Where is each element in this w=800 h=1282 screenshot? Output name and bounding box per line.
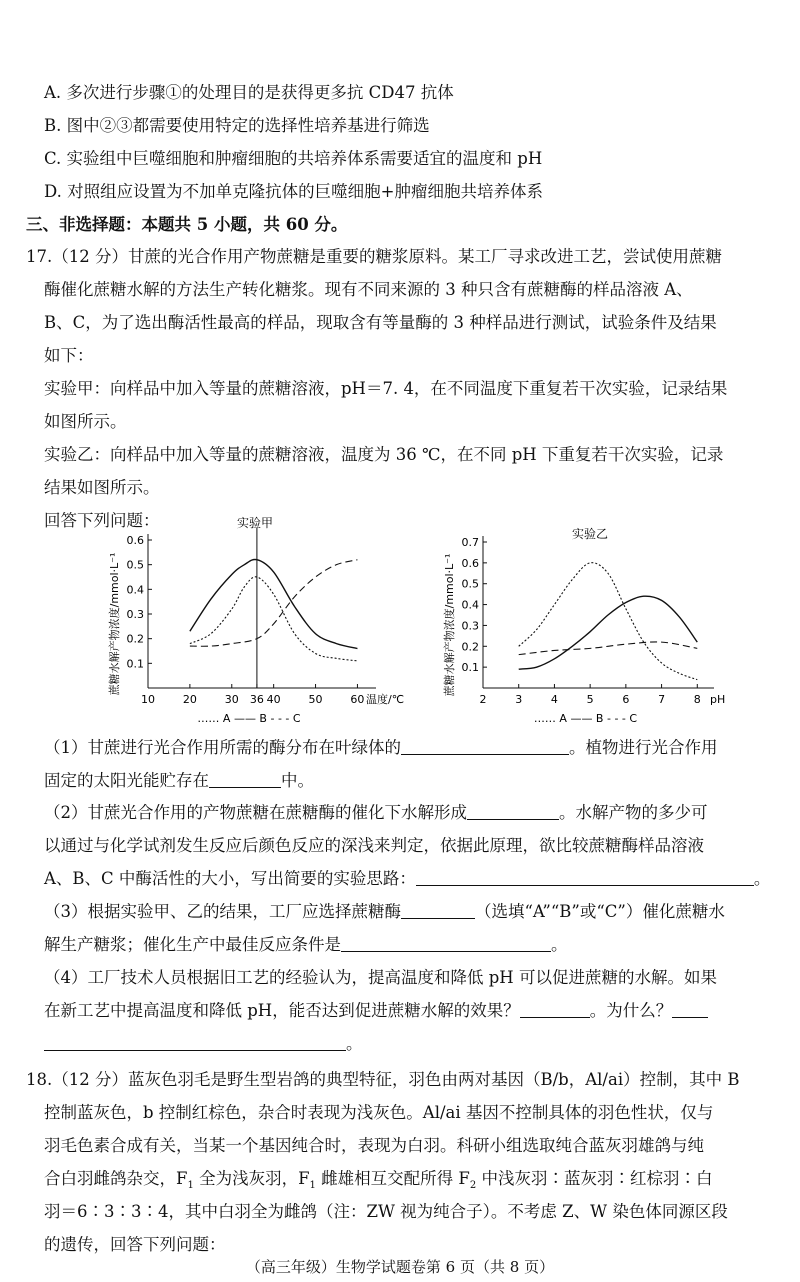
q18-line-3: 羽毛色素合成有关，当某一个基因纯合时，表现为白羽。科研小组选取纯合蓝灰羽雄鸽与纯 xyxy=(44,1136,704,1155)
answer-blank[interactable] xyxy=(520,1001,590,1018)
y-tick-label: 0.1 xyxy=(461,661,479,675)
q17-part-4-line-2: 在新工艺中提高温度和降低 pH，能否达到促进蔗糖水解的效果？ 。为什么？ xyxy=(44,1000,708,1022)
option-a: A. 多次进行步骤①的处理目的是获得更多抗 CD47 抗体 xyxy=(44,83,454,102)
charts-figure xyxy=(0,500,800,730)
q18-line-5: 羽＝6∶3∶3∶4，其中白羽全为雌鸽（注：ZW 视为纯合子）。不考虑 Z、W 染色体同源区段 xyxy=(44,1202,728,1221)
y-tick-label: 0.1 xyxy=(126,657,144,671)
chart-title: 实验甲 xyxy=(236,516,274,530)
y-tick-label: 0.6 xyxy=(461,556,479,570)
answer-blank[interactable] xyxy=(341,935,551,952)
y-tick-label: 0.2 xyxy=(126,632,144,646)
y-tick-label: 0.3 xyxy=(126,608,144,621)
q17-part-3-line-1: （3）根据实验甲、乙的结果，工厂应选择蔗糖酶 （选填“A”“B”或“C”）催化蔗糖水 xyxy=(44,902,725,921)
q17-part-3-line-2: 解生产糖浆；催化生产中最佳反应条件是 。 xyxy=(44,935,568,954)
answer-blank[interactable] xyxy=(44,1034,346,1051)
x-tick-label: 40 xyxy=(266,693,281,706)
x-tick-label: 60 xyxy=(350,693,365,706)
chart-legend: …… A —— B - - - C xyxy=(197,712,301,725)
chart-title: 实验乙 xyxy=(571,527,609,541)
y-tick-label: 0.5 xyxy=(461,577,479,591)
x-tick-label: 5 xyxy=(586,693,594,706)
option-b: B. 图中②③都需要使用特定的选择性培养基进行筛选 xyxy=(44,116,430,135)
q17-part-4-line-1: （4）工厂技术人员根据旧工艺的经验认为，提高温度和降低 pH 可以促进蔗糖的水解。如果 xyxy=(44,968,717,987)
x-tick-label: 10 xyxy=(141,693,155,706)
q18-line-4: 合白羽雌鸽杂交，$F_1$ 全为浅灰羽，$F_1$ 雌雄相互交配所得 $F_2$ 中浅灰羽∶蓝灰羽∶红棕羽∶白 xyxy=(44,1169,713,1191)
q17-part-2-line-3: A、B、C 中酶活性的大小，写出简要的实验思路： 。 xyxy=(44,869,771,888)
x-axis-label: 温度/℃ xyxy=(366,693,405,706)
q17-experiment-b-line-1: 实验乙：向样品中加入等量的蔗糖溶液，温度为 36 ℃，在不同 pH 下重复若干次实验，记录 xyxy=(44,445,724,464)
q17-line-3: B、C，为了选出酶活性最高的样品，现取含有等量酶的 3 种样品进行测试，试验条件及结果 xyxy=(44,313,717,332)
x-axis-label: pH xyxy=(710,693,726,706)
answer-blank[interactable] xyxy=(401,902,475,919)
y-axis-label: 蔗糖水解产物浓度/mmol·L⁻¹ xyxy=(443,553,456,697)
q17-experiment-a-line-1: 实验甲：向样品中加入等量的蔗糖溶液，pH＝7. 4，在不同温度下重复若干次实验，记录结果 xyxy=(44,379,728,398)
q17-part-2-line-1: （2）甘蔗光合作用的产物蔗糖在蔗糖酶的催化下水解形成 。水解产物的多少可 xyxy=(44,803,708,822)
x-tick-label: 7 xyxy=(658,693,666,706)
q17-experiment-a-line-2: 如图所示。 xyxy=(44,412,127,431)
q17-part-4-line-3: 。 xyxy=(44,1033,363,1055)
x-tick-label: 36 xyxy=(249,693,264,706)
q17-line-4: 如下： xyxy=(44,346,94,365)
x-tick-label: 8 xyxy=(693,693,701,706)
q17-experiment-b-line-2: 结果如图所示。 xyxy=(44,478,160,497)
x-tick-label: 2 xyxy=(479,693,487,706)
y-tick-label: 0.3 xyxy=(461,619,479,633)
x-tick-label: 50 xyxy=(308,693,323,706)
q18-line-2: 控制蓝灰色，b 控制红棕色，杂合时表现为浅灰色。Al/ai 基因不控制具体的羽色性状，仅与 xyxy=(44,1103,714,1122)
x-tick-label: 20 xyxy=(182,693,197,706)
series-line-B xyxy=(190,559,358,648)
page-footer: （高三年级）生物学试题卷第 6 页（共 8 页） xyxy=(245,1258,555,1276)
answer-blank[interactable] xyxy=(401,738,569,755)
series-line-B xyxy=(519,596,698,669)
series-line-A xyxy=(519,563,698,680)
series-line-A xyxy=(190,577,358,661)
x-tick-label: 6 xyxy=(622,693,630,706)
q17-part-1-line-2: 固定的太阳光能贮存在 中。 xyxy=(44,771,314,790)
q18-line-1: 18.（12 分）蓝灰色羽毛是野生型岩鸽的典型特征，羽色由两对基因（B/b，Al/ai）控制，其中 B xyxy=(26,1070,740,1089)
y-tick-label: 0.6 xyxy=(126,534,144,547)
x-tick-label: 4 xyxy=(550,693,558,706)
y-tick-label: 0.7 xyxy=(461,536,479,549)
q17-part-1-line-1: （1）甘蔗进行光合作用所需的酶分布在叶绿体的 。植物进行光合作用 xyxy=(44,738,718,757)
answer-blank[interactable] xyxy=(467,803,559,820)
y-tick-label: 0.4 xyxy=(126,583,144,597)
y-tick-label: 0.2 xyxy=(461,640,479,654)
y-tick-label: 0.5 xyxy=(126,558,144,572)
section-heading: 三、非选择题：本题共 5 小题，共 60 分。 xyxy=(26,215,348,234)
y-axis-label: 蔗糖水解产物浓度/mmol·L⁻¹ xyxy=(108,552,121,696)
q17-part-2-line-2: 以通过与化学试剂发生反应后颜色反应的深浅来判定，依据此原理，欲比较蔗糖酶样品溶液 xyxy=(44,836,704,855)
option-c: C. 实验组中巨噬细胞和肿瘤细胞的共培养体系需要适宜的温度和 pH xyxy=(44,149,543,168)
answer-blank[interactable] xyxy=(672,1001,708,1018)
series-line-C xyxy=(519,642,698,655)
q17-prompt: 回答下列问题： xyxy=(44,511,160,530)
q17-line-1: 17.（12 分）甘蔗的光合作用产物蔗糖是重要的糖浆原料。某工厂寻求改进工艺，尝试使用蔗糖 xyxy=(26,247,722,266)
answer-blank[interactable] xyxy=(209,771,281,788)
option-d: D. 对照组应设置为不加单克隆抗体的巨噬细胞+肿瘤细胞共培养体系 xyxy=(44,182,543,201)
x-tick-label: 3 xyxy=(515,693,523,706)
q18-line-6: 的遗传，回答下列问题： xyxy=(44,1235,226,1254)
x-tick-label: 30 xyxy=(224,693,239,706)
chart-legend: …… A —— B - - - C xyxy=(533,712,638,725)
y-tick-label: 0.4 xyxy=(461,598,479,612)
answer-blank[interactable] xyxy=(416,869,754,886)
q17-line-2: 酶催化蔗糖水解的方法生产转化糖浆。现有不同来源的 3 种只含有蔗糖酶的样品溶液 A、 xyxy=(44,280,693,299)
